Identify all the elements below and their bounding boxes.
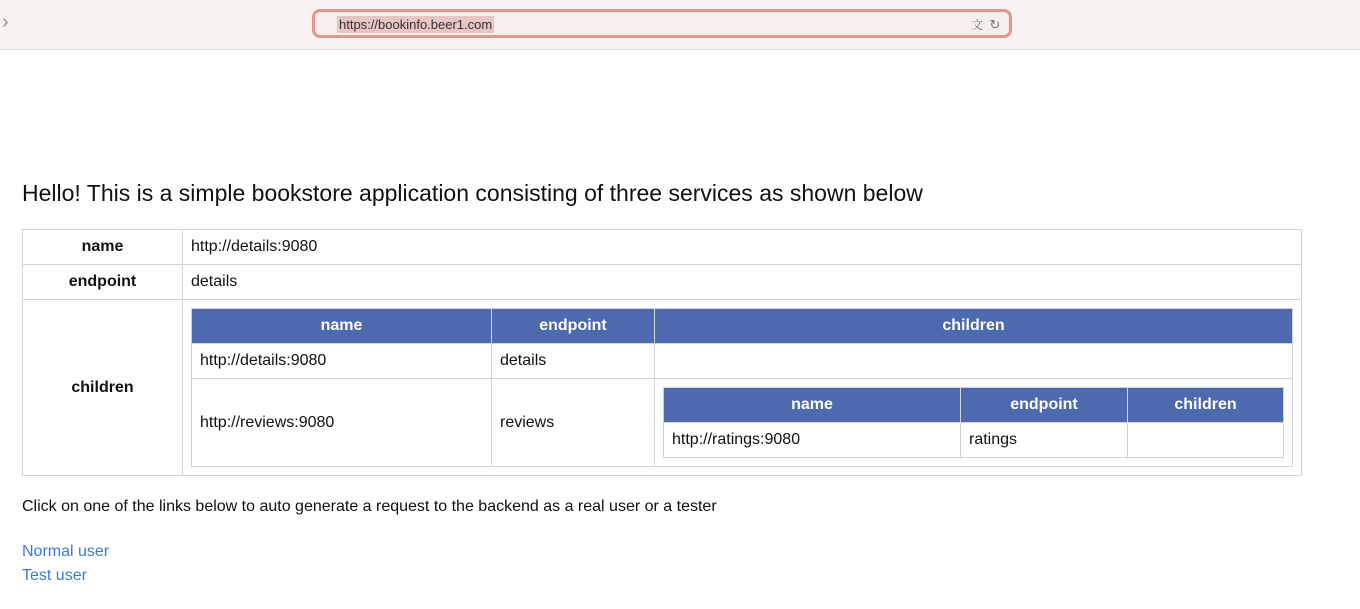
table-row [192, 379, 1293, 467]
cell-endpoint: details [492, 344, 655, 379]
cell-children [655, 379, 1293, 467]
chevron-right-icon[interactable]: › [2, 11, 9, 33]
column-header-endpoint: endpoint [961, 388, 1128, 423]
page-heading: Hello! This is a simple bookstore application consisting of three services as shown below [22, 180, 923, 206]
cell-endpoint: reviews [492, 379, 655, 467]
children-label: children [23, 300, 183, 476]
browser-toolbar [0, 0, 1360, 50]
column-header-children: children [655, 309, 1293, 344]
cell-endpoint: ratings [961, 423, 1128, 458]
cell-name: http://ratings:9080 [664, 423, 961, 458]
name-value: http://details:9080 [183, 230, 1302, 265]
nested-children-table [663, 387, 1284, 458]
table-row [192, 344, 1293, 379]
column-header-endpoint: endpoint [492, 309, 655, 344]
translate-icon[interactable]: 文 [970, 18, 983, 32]
address-bar[interactable] [312, 9, 1012, 38]
cell-name: http://details:9080 [192, 344, 492, 379]
reload-icon[interactable]: ↻ [989, 17, 1001, 32]
normal-user-link[interactable]: Normal user [22, 543, 110, 560]
table-row [23, 230, 1302, 265]
endpoint-value: details [183, 265, 1302, 300]
url-text[interactable]: https://bookinfo.beer1.com [339, 17, 493, 32]
name-label: name [23, 230, 183, 265]
table-row [664, 423, 1284, 458]
test-user-link[interactable]: Test user [22, 567, 87, 584]
table-row [23, 300, 1302, 476]
children-table [191, 308, 1293, 467]
column-header-name: name [664, 388, 961, 423]
instructions-text: Click on one of the links below to auto generate a request to the backend as a real user or a tester [22, 498, 717, 515]
services-table [22, 229, 1302, 476]
cell-name: http://reviews:9080 [192, 379, 492, 467]
children-cell [183, 300, 1302, 476]
table-row [23, 265, 1302, 300]
endpoint-label: endpoint [23, 265, 183, 300]
cell-children [655, 344, 1293, 379]
column-header-name: name [192, 309, 492, 344]
column-header-children: children [1128, 388, 1284, 423]
cell-children [1128, 423, 1284, 458]
